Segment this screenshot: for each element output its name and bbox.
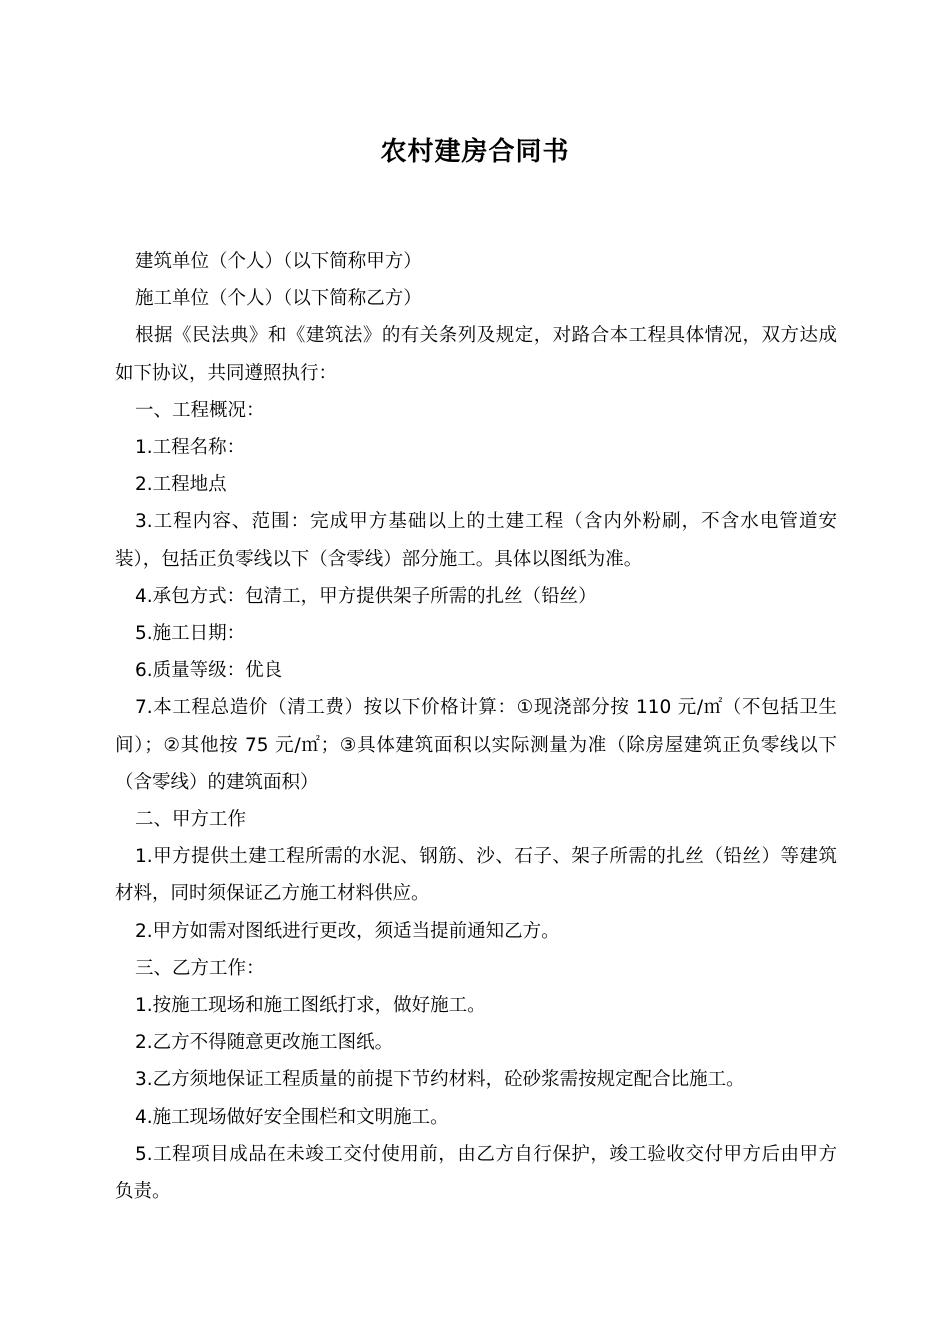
section-heading-overview: 一、工程概况：: [135, 399, 265, 421]
party-a-line: 建筑单位（个人）（以下简称甲方）: [135, 251, 422, 272]
preamble-paragraph: 根据《民法典》和《建筑法》的有关条列及规定，对路合本工程具体情况，双方达成如下协议，共同遵照执行：: [115, 325, 837, 384]
clause-project-name: 1.工程名称：: [135, 437, 246, 459]
clause-party-b-quality: 3.乙方须地保证工程质量的前提下节约材料，砼砂浆需按规定配合比施工。: [135, 1069, 745, 1091]
clause-party-b-construction: 1.按施工现场和施工图纸打求，做好施工。: [135, 995, 486, 1017]
section-heading-party-b: 三、乙方工作：: [135, 957, 265, 979]
clause-total-price: 7.本工程总造价（清工费）按以下价格计算：①现浇部分按 110 元/㎡（不包括卫生间）；②其他按 75 元/㎡；③具体建筑面积以实际测量为准（除房屋建筑正负零线以下（含零线）的建筑面积）: [115, 697, 837, 793]
document-title: 农村建房合同书: [380, 137, 570, 167]
clause-party-a-drawings: 2.甲方如需对图纸进行更改，须适当提前通知乙方。: [135, 920, 560, 942]
document-body: [115, 243, 837, 1210]
clause-project-scope: 3.工程内容、范围：完成甲方基础以上的土建工程（含内外粉刷，不含水电管道安装），包括正负零线以下（含零线）部分施工。具体以图纸为准。: [115, 511, 837, 570]
clause-party-a-materials: 1.甲方提供土建工程所需的水泥、钢筋、沙、石子、架子所需的扎丝（铅丝）等建筑材料，同时须保证乙方施工材料供应。: [115, 846, 837, 905]
clause-party-b-no-changes: 2.乙方不得随意更改施工图纸。: [135, 1032, 394, 1054]
party-b-line: 施工单位（个人）（以下简称乙方）: [135, 288, 422, 310]
clause-quality-grade: 6.质量等级：优良: [135, 660, 283, 682]
section-heading-party-a: 二、甲方工作: [135, 809, 247, 831]
clause-party-b-protection: 5.工程项目成品在未竣工交付使用前，由乙方自行保护，竣工验收交付甲方后由甲方负责。: [115, 1143, 837, 1203]
clause-construction-date: 5.施工日期：: [135, 623, 246, 645]
clause-project-location: 2.工程地点: [135, 474, 227, 496]
clause-party-b-safety: 4.施工现场做好安全围栏和文明施工。: [135, 1106, 449, 1128]
clause-contract-mode: 4.承包方式：包清工，甲方提供架子所需的扎丝（铅丝）: [135, 585, 597, 607]
